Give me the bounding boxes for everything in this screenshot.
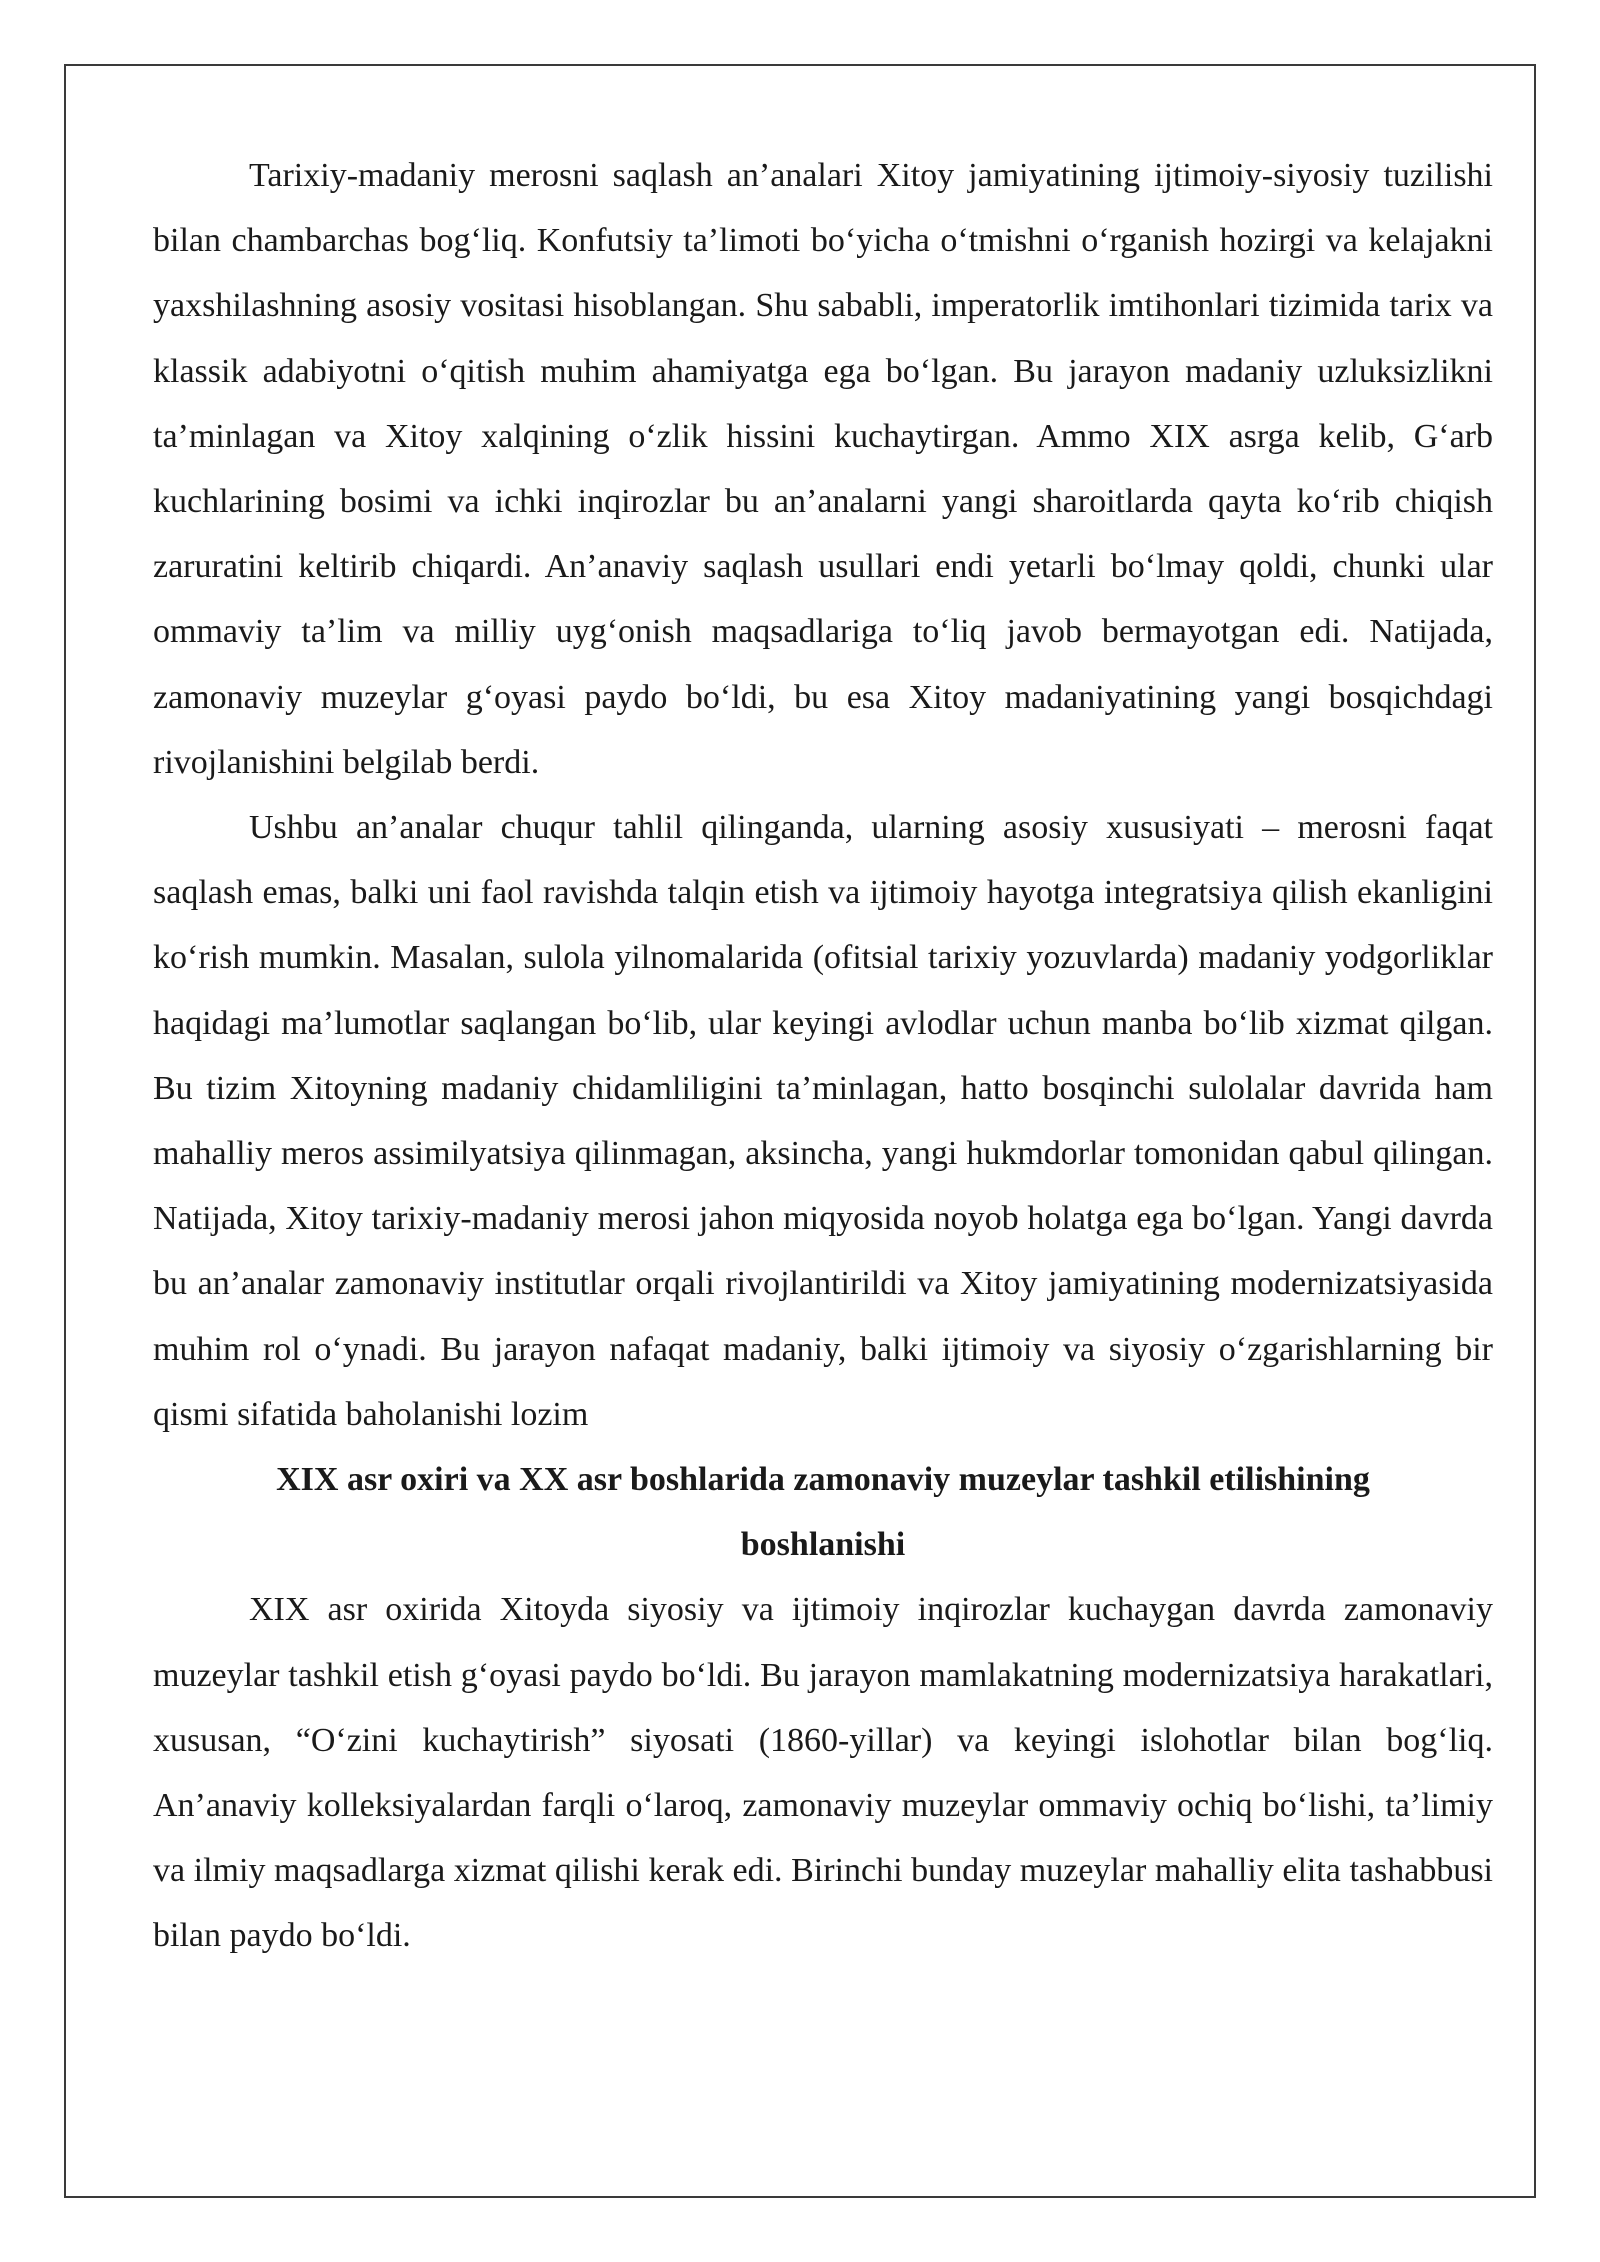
paragraph-3: XIX asr oxirida Xitoyda siyosiy va ijtimoiy inqirozlar kuchaygan davrda zamonaviy muzeylar tashkil etish g‘oyasi paydo bo‘ldi. Bu jarayon mamlakatning modernizatsiya harakatlari, xususan, “O‘zini kuchaytirish” siyosati (1860-yillar) va keyingi islohotlar bilan bog‘liq. An’anaviy kolleksiyalardan farqli o‘laroq, zamonaviy muzeylar ommaviy ochiq bo‘lishi, ta’limiy va ilmiy maqsadlarga xizmat qilishi kerak edi. Birinchi bunday muzeylar mahalliy elita tashabbusi bilan paydo bo‘ldi. [153, 1591, 1493, 1955]
section-heading: XIX asr oxiri va XX asr boshlarida zamonaviy muzeylar tashkil etilishining boshlanishi [276, 1461, 1370, 1564]
document-body [153, 143, 1493, 1969]
paragraph-1: Tarixiy-madaniy merosni saqlash an’analari Xitoy jamiyatining ijtimoiy-siyosiy tuzilishi bilan chambarchas bog‘liq. Konfutsiy ta’limoti bo‘yicha o‘tmishni o‘rganish hozirgi va kelajakni yaxshilashning asosiy vositasi hisoblangan. Shu sababli, imperatorlik imtihonlari tizimida tarix va klassik adabiyotni o‘qitish muhim ahamiyatga ega bo‘lgan. Bu jarayon madaniy uzluksizlikni ta’minlagan va Xitoy xalqining o‘zlik hissini kuchaytirgan. Ammo XIX asrga kelib, G‘arb kuchlarining bosimi va ichki inqirozlar bu an’analarni yangi sharoitlarda qayta ko‘rib chiqish zaruratini keltirib chiqardi. An’anaviy saqlash usullari endi yetarli bo‘lmay qoldi, chunki ular ommaviy ta’lim va milliy uyg‘onish maqsadlariga to‘liq javob bermayotgan edi. Natijada, zamonaviy muzeylar g‘oyasi paydo bo‘ldi, bu esa Xitoy madaniyatining yangi bosqichdagi rivojlanishini belgilab berdi. [153, 157, 1493, 781]
paragraph-2: Ushbu an’analar chuqur tahlil qilinganda, ularning asosiy xususiyati – merosni faqat saqlash emas, balki uni faol ravishda talqin etish va ijtimoiy hayotga integratsiya qilish ekanligini ko‘rish mumkin. Masalan, sulola yilnomalarida (ofitsial tarixiy yozuvlarda) madaniy yodgorliklar haqidagi ma’lumotlar saqlangan bo‘lib, ular keyingi avlodlar uchun manba bo‘lib xizmat qilgan. Bu tizim Xitoyning madaniy chidamliligini ta’minlagan, hatto bosqinchi sulolalar davrida ham mahalliy meros assimilyatsiya qilinmagan, aksincha, yangi hukmdorlar tomonidan qabul qilingan. Natijada, Xitoy tarixiy-madaniy merosi jahon miqyosida noyob holatga ega bo‘lgan. Yangi davrda bu an’analar zamonaviy institutlar orqali rivojlantirildi va Xitoy jamiyatining modernizatsiyasida muhim rol o‘ynadi. Bu jarayon nafaqat madaniy, balki ijtimoiy va siyosiy o‘zgarishlarning bir qismi sifatida baholanishi lozim [153, 809, 1493, 1433]
